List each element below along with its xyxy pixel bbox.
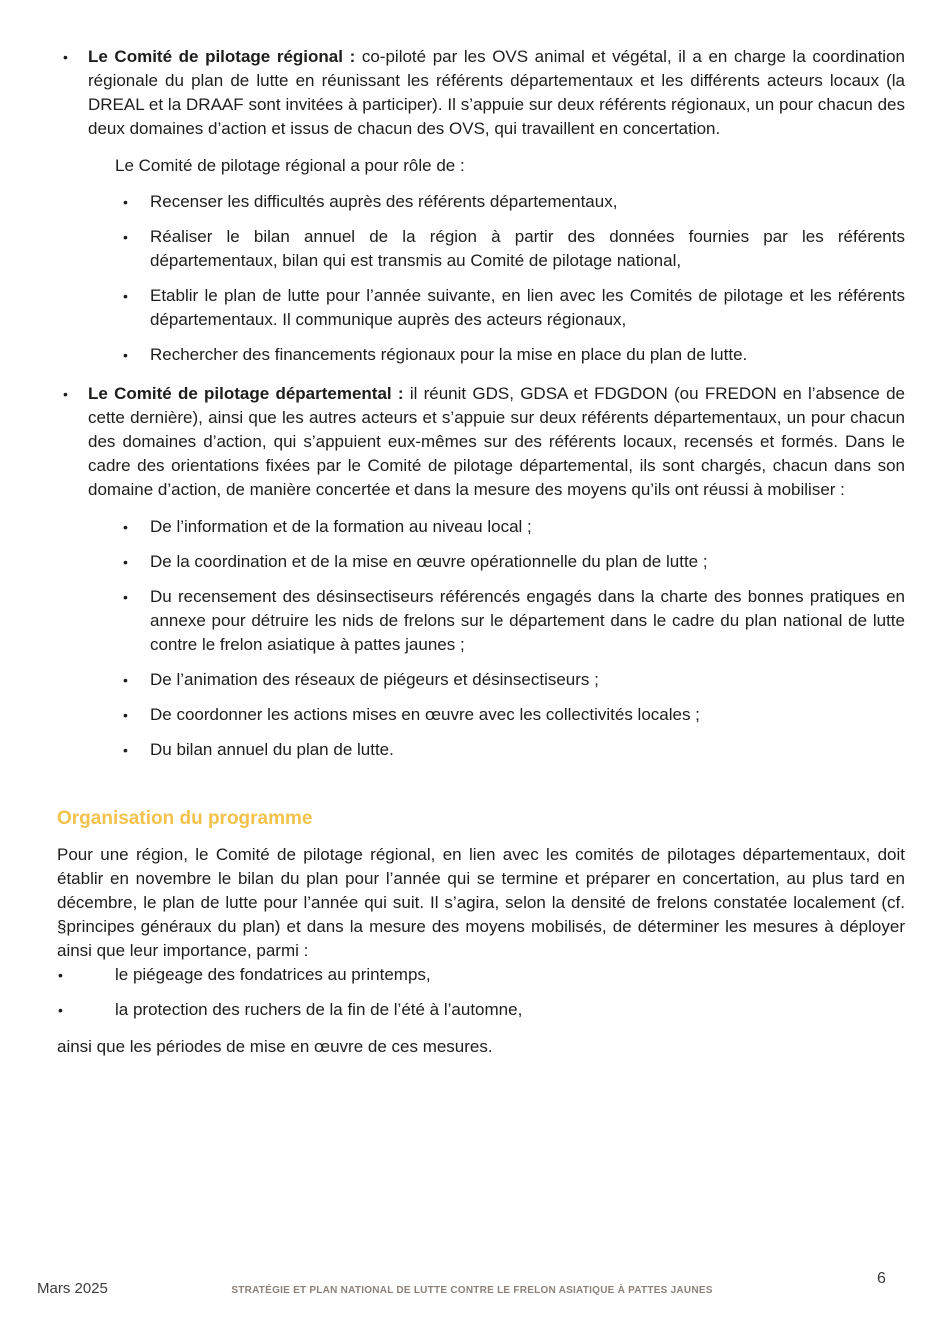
bullet-icon: • [123,672,128,688]
list-item-regional-committee [57,45,905,141]
bullet-icon: • [63,386,68,402]
committee-list-regional [57,45,905,141]
departmental-role-text: De l’animation des réseaux de piégeurs et désinsectiseurs ; [150,670,599,689]
section-heading-organisation: Organisation du programme [57,808,313,829]
regional-role-text: Recenser les difficultés auprès des référents départementaux, [150,192,618,211]
departmental-committee-text [88,382,905,502]
bullet-icon: • [123,288,128,304]
bullet-icon: • [63,49,68,65]
closing-sentence: ainsi que les périodes de mise en œuvre de ces mesures. [57,1037,493,1056]
bullet-icon: • [123,519,128,535]
bullet-icon: • [123,194,128,210]
regional-committee-label: Le Comité de pilotage régional : [88,47,356,66]
regional-committee-text [88,45,905,141]
list-item [57,963,905,987]
bullet-icon: • [123,554,128,570]
regional-roles-list [120,190,905,367]
bullet-icon: • [123,589,128,605]
list-item [120,284,905,332]
departmental-committee-body: il réunit GDS, GDSA et FDGDON (ou FREDON en l’absence de cette dernière), ainsi que les autres acteurs et s’appuie sur deux référents départementaux, un pour chacun des domaines d’action, qui s’appuient eux-mêmes sur des référents locaux, recensés et formés. Dans le cadre des orientations fixées par le Comité de pilotage départemental, ils sont chargés, chacun dans son domaine d’action, de manière concertée et dans la mesure des moyens qu’ils ont réussi à mobiliser : [88,384,905,499]
footer-document-title: STRATÉGIE ET PLAN NATIONAL DE LUTTE CONTRE LE FRELON ASIATIQUE À PATTES JAUNES [231,1285,713,1296]
list-item [57,998,905,1022]
measures-list [57,963,905,1022]
bullet-icon: • [123,229,128,245]
list-item [120,515,905,539]
bullet-icon: • [123,347,128,363]
list-item [120,738,905,762]
organisation-paragraph: Pour une région, le Comité de pilotage régional, en lien avec les comités de pilotages départementaux, doit établir en novembre le bilan du plan pour l’année qui se termine et préparer en concertation, au plus tard en décembre, le plan de lutte pour l’année qui suit. Il s’agira, selon la densité de frelons constatée localement (cf. §principes généraux du plan) et dans la mesure des moyens mobilisés, de déterminer les mesures à déployer ainsi que leur importance, parmi : [57,845,905,960]
list-item [120,703,905,727]
list-item [120,550,905,574]
bullet-icon: • [58,967,63,983]
page-content [57,45,905,1059]
regional-role-intro: Le Comité de pilotage régional a pour rôle de : [115,156,465,175]
measure-text: la protection des ruchers de la fin de l’été à l’automne, [115,1000,523,1019]
regional-role-text: Rechercher des financements régionaux pour la mise en place du plan de lutte. [150,345,748,364]
bullet-icon: • [123,742,128,758]
list-item [120,585,905,657]
bullet-icon: • [58,1002,63,1018]
departmental-roles-list [120,515,905,762]
departmental-committee-label: Le Comité de pilotage départemental : [88,384,404,403]
departmental-role-text: De coordonner les actions mises en œuvre avec les collectivités locales ; [150,705,700,724]
committee-list-departmental [57,382,905,502]
page-number: 6 [877,1270,886,1287]
list-item-departmental-committee [57,382,905,502]
bullet-icon: • [123,707,128,723]
departmental-role-text: De la coordination et de la mise en œuvre opérationnelle du plan de lutte ; [150,552,708,571]
regional-role-text: Etablir le plan de lutte pour l’année suivante, en lien avec les Comités de pilotage et les référents départementaux. Il communique auprès des acteurs régionaux, [150,286,905,329]
departmental-role-text: Du recensement des désinsectiseurs référencés engagés dans la charte des bonnes pratiques en annexe pour détruire les nids de frelons sur le département dans le cadre du plan national de lutte contre le frelon asiatique à pattes jaunes ; [150,587,905,654]
list-item [120,343,905,367]
measure-text: le piégeage des fondatrices au printemps, [115,965,431,984]
list-item [120,225,905,273]
regional-committee-body: co-piloté par les OVS animal et végétal, il a en charge la coordination régionale du plan de lutte en réunissant les référents départementaux et les différents acteurs locaux (la DREAL et la DRAAF sont invitées à participer). Il s’appuie sur deux référents régionaux, un pour chacun des deux domaines d’action et issus de chacun des OVS, qui travaillent en concertation. [88,47,905,138]
regional-role-text: Réaliser le bilan annuel de la région à partir des données fournies par les référents départementaux, bilan qui est transmis au Comité de pilotage national, [150,227,905,270]
list-item [120,190,905,214]
list-item [120,668,905,692]
footer-date: Mars 2025 [37,1280,108,1297]
departmental-role-text: De l’information et de la formation au niveau local ; [150,517,532,536]
departmental-role-text: Du bilan annuel du plan de lutte. [150,740,394,759]
